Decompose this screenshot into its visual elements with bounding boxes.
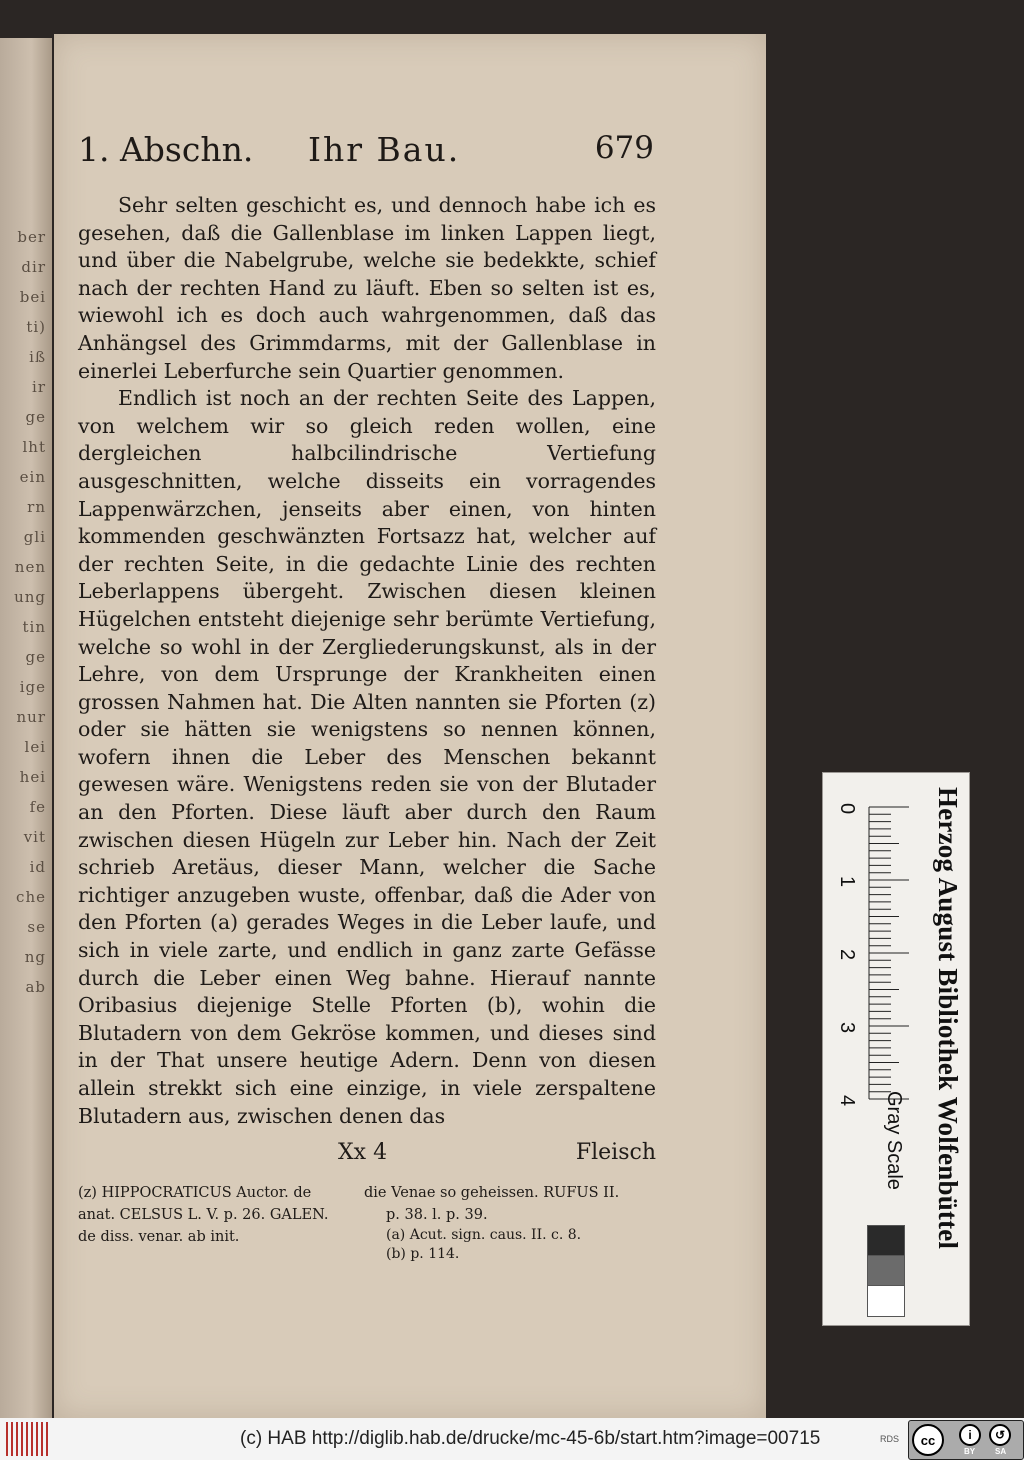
copyright-link[interactable]: (c) HAB http://diglib.hab.de/drucke/mc-45-6b/start.htm?image=00715 <box>240 1428 821 1449</box>
adjacent-page-fragment: se <box>27 918 46 936</box>
scale-number: 2 <box>836 949 858 961</box>
footnote-line-2: p. 38. l. p. 39. <box>386 1207 488 1223</box>
adjacent-page-fragment: vit <box>23 828 46 846</box>
cc-icon: cc <box>912 1424 944 1456</box>
footer-bar <box>0 1418 1024 1460</box>
adjacent-page-fragment: ab <box>25 978 46 996</box>
footnote-b: (b) p. 114. <box>386 1246 460 1262</box>
book-page <box>54 34 766 1418</box>
footer-small-text: RDS <box>880 1434 900 1444</box>
institution-label: Herzog August Bibliothek Wolfenbüttel <box>933 787 963 1250</box>
adjacent-page-fragment: dir <box>21 258 46 276</box>
paragraph-2: Endlich ist noch an der rechten Seite des Lappen, von welchem wir so gleich reden wollen, eine dergleichen halbcilindrische Vertiefung ausgeschnitten, welche disseits ein vorragendes Lappenwärzchen, jenseits aber einen, von hinten kommenden geschwänzten Fortsazz hat, welcher auf der rechten Seite, in die gedachte Linie des rechten Leberlappens übergeht. Zwischen diesen kleinen Hügelchen entsteht diejenige sehr berümte Vertiefung, welche so wohl in der Zergliederungskunst, als in der Lehre, von dem Ursprunge der Krankheiten einen grossen Nahmen hat. Die Alten nannten sie Pforten (z) oder sie hätten sie wenigstens so nennen können, wofern ihnen die Leber des Menschen bekannt gewesen wäre. Wenigstens reden sie von der Blutader an den Pforten. Diese läuft aber durch den Raum zwischen diesen Hügeln zur Leber hin. Nach der Zeit schrieb Aretäus, dieser Mann, welcher die Sache richtiger anzugeben wuste, offenbar, daß die Ader von den Pforten (a) gerades Weges in die Leber laufe, und sich in viele zarte, und endlich in ganz zarte Gefässe durch die Leber einen Weg bahne. Hierauf nannte Oribasius diejenige Stelle Pforten (b), wohin die Blutadern von dem Gekröse kommen, und dieses sind in der That unsere heutige Adern. Denn von diesen allein strekkt sich eine einzige, in viele zerspaltene Blutadern aus, zwischen denen das <box>78 386 656 1128</box>
attribution-icon: i <box>959 1424 981 1446</box>
adjacent-page-fragment: id <box>29 858 46 876</box>
adjacent-page-fragment: ber <box>17 228 46 246</box>
color-scale-ruler <box>822 772 970 1326</box>
catchword: Fleisch <box>575 1140 656 1165</box>
signature-mark: Xx 4 <box>338 1140 388 1165</box>
adjacent-page-fragment: nur <box>16 708 46 726</box>
sa-label: SA <box>995 1447 1007 1456</box>
adjacent-page-fragment: ng <box>24 948 46 966</box>
adjacent-page-fragment: lei <box>24 738 46 756</box>
hab-logo-icon <box>6 1422 48 1456</box>
adjacent-page-fragment: ge <box>25 408 46 426</box>
page-number: 679 <box>594 130 654 166</box>
share-alike-icon: ↺ <box>989 1424 1011 1446</box>
scale-number: 4 <box>836 1095 858 1107</box>
adjacent-page-fragment: tin <box>22 618 46 636</box>
adjacent-page-edge <box>0 38 52 1418</box>
adjacent-page-fragment: nen <box>14 558 46 576</box>
gray-patch-white <box>867 1285 905 1317</box>
footnote-line-1: die Venae so geheissen. RUFUS II. <box>364 1185 620 1201</box>
measurement-scale <box>829 795 909 1135</box>
adjacent-page-fragment: ung <box>14 588 46 606</box>
scale-number: 1 <box>836 876 858 888</box>
main-text <box>78 192 656 1130</box>
adjacent-page-fragment: che <box>16 888 46 906</box>
adjacent-page-fragment: hei <box>19 768 46 786</box>
catchline <box>78 1140 656 1170</box>
adjacent-page-fragment: rn <box>27 498 46 516</box>
adjacent-page-fragment: bei <box>19 288 46 306</box>
gray-patch-dark <box>867 1225 905 1257</box>
scale-number: 0 <box>836 803 858 815</box>
section-label: 1. Abschn. <box>78 130 254 169</box>
by-label: BY <box>964 1447 976 1456</box>
footnote-a: (a) Acut. sign. caus. II. c. 8. <box>386 1227 582 1243</box>
running-title: Ihr Bau. <box>308 130 461 169</box>
gray-patch-mid <box>867 1255 905 1287</box>
adjacent-page-fragment: lht <box>22 438 46 456</box>
adjacent-page-fragment: ti) <box>26 318 46 336</box>
adjacent-page-fragment: fe <box>29 798 46 816</box>
adjacent-page-fragment: iß <box>29 348 46 366</box>
footnote-continuation <box>364 1182 656 1264</box>
adjacent-page-fragment: ige <box>19 678 46 696</box>
paragraph-1: Sehr selten geschicht es, und dennoch habe ich es gesehen, daß die Gallenblase im linken Lappen liegt, und über die Nabelgrube, welche sie bedekkte, schief nach der rechten Hand zu läuft. Eben so selten ist es, wiewohl ich es doch auch wahrgenommen, daß das Anhängsel des Grimmdarms, mit der Gallenblase in einerlei Leberfurche sein Quartier genommen. <box>78 193 656 383</box>
cc-license-badge[interactable] <box>908 1420 1024 1460</box>
adjacent-page-fragment: ein <box>19 468 46 486</box>
gray-scale-label: Gray Scale <box>883 1091 905 1190</box>
scale-number: 3 <box>836 1022 858 1034</box>
footnotes <box>78 1182 656 1282</box>
adjacent-page-fragment: gli <box>23 528 46 546</box>
adjacent-page-fragment: ir <box>32 378 46 396</box>
footnote-z: (z) HIPPOCRATICUS Auctor. de anat. CELSUS L. V. p. 26. GALEN. de diss. venar. ab init. <box>78 1185 329 1245</box>
adjacent-page-fragment: ge <box>25 648 46 666</box>
running-header <box>78 130 654 176</box>
